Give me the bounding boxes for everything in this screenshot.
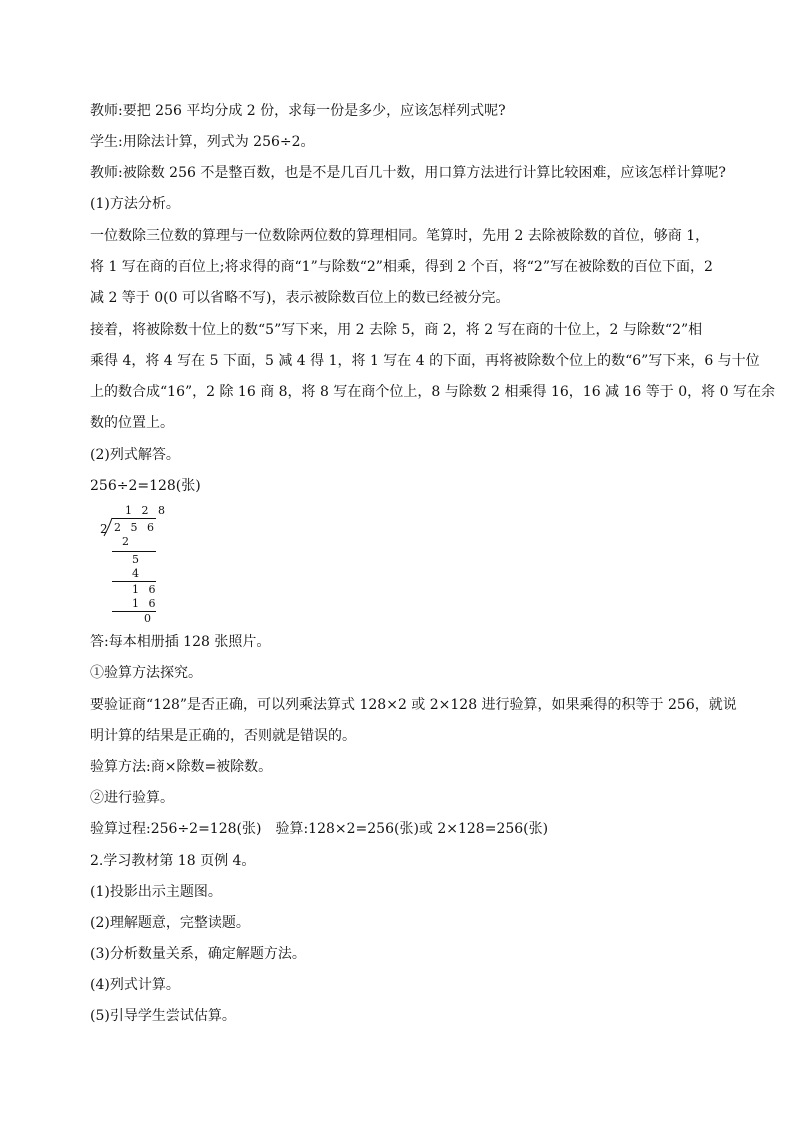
- long-division: [98, 500, 178, 625]
- quotient: 1 2 8: [125, 504, 168, 517]
- section-do-check: ②进行验算。: [90, 790, 174, 806]
- step-calculate: (4)列式计算。: [90, 977, 180, 993]
- paragraph-line: 乘得 4，将 4 写在 5 下面，5 减 4 得 1，将 1 写在 4 的下面，再将被除数个位上的数“6”写下来，6 与十位: [90, 353, 760, 369]
- paragraph-line: 明计算的结果是正确的，否则就是错误的。: [90, 728, 356, 744]
- step-understand: (2)理解题意，完整读题。: [90, 915, 250, 931]
- step-product: 2: [122, 535, 132, 548]
- paragraph-line: 减 2 等于 0(0 可以省略不写)，表示被除数百位上的数已经被分完。: [90, 290, 510, 306]
- paragraph-line: 上的数合成“16”，2 除 16 商 8，将 8 写在商个位上，8 与除数 2 相乘得 16，16 减 16 等于 0，将 0 写在余: [90, 384, 775, 400]
- step-line: [112, 551, 156, 552]
- step-bring-down: 5: [132, 553, 142, 566]
- teacher-question-1: 教师:要把 256 平均分成 2 份，求每一份是多少，应该怎样列式呢?: [90, 103, 506, 119]
- dividend: 2 5 6: [114, 521, 157, 534]
- remainder: 0: [144, 612, 154, 625]
- paragraph-check: [90, 690, 737, 752]
- step-show-picture: (1)投影出示主题图。: [90, 884, 222, 900]
- step-estimate: (5)引导学生尝试估算。: [90, 1008, 236, 1024]
- paragraph-line: 一位数除三位数的算理与一位数除两位数的算理相同。笔算时，先用 2 去除被除数的首位，够商 1，: [90, 228, 710, 244]
- section-check-method: ①验算方法探究。: [90, 665, 202, 681]
- step-product: 1 6: [132, 597, 159, 610]
- paragraph-line: 接着，将被除数十位上的数“5”写下来，用 2 去除 5，商 2，将 2 写在商的十位上，2 与除数“2”相: [90, 322, 703, 338]
- step-bring-down: 1 6: [132, 583, 159, 596]
- paragraph-line: 数的位置上。: [90, 415, 174, 431]
- division-bar: [112, 518, 156, 519]
- paragraph-line: 将 1 写在商的百位上;将求得的商“1”与除数“2”相乘，得到 2 个百，将“2”写在被除数的百位下面，2: [90, 259, 713, 275]
- paragraph-line: 要验证商“128”是否正确，可以列乘法算式 128×2 或 2×128 进行验算，如果乘得的积等于 256，就说: [90, 697, 737, 713]
- step-line: [112, 581, 156, 582]
- section-method-analysis: (1)方法分析。: [90, 196, 180, 212]
- student-answer: 学生:用除法计算，列式为 256÷2。: [90, 134, 315, 150]
- divisor: 2: [100, 522, 111, 536]
- equation: 256÷2=128(张): [90, 478, 201, 494]
- teacher-question-2: 教师:被除数 256 不是整百数，也是不是几百几十数，用口算方法进行计算比较困难，应该怎样计算呢?: [90, 165, 726, 181]
- section-example-4: 2.学习教材第 18 页例 4。: [90, 853, 256, 869]
- step-product: 4: [132, 567, 142, 580]
- answer: 答:每本相册插 128 张照片。: [90, 634, 271, 650]
- step-analyze: (3)分析数量关系，确定解题方法。: [90, 946, 306, 962]
- check-method: 验算方法:商×除数=被除数。: [90, 759, 273, 775]
- paragraph-algorithm: [90, 221, 712, 314]
- paragraph-steps: [90, 315, 775, 439]
- section-equation: (2)列式解答。: [90, 447, 180, 463]
- check-process: 验算过程:256÷2=128(张) 验算:128×2=256(张)或 2×128=256(张): [90, 821, 549, 837]
